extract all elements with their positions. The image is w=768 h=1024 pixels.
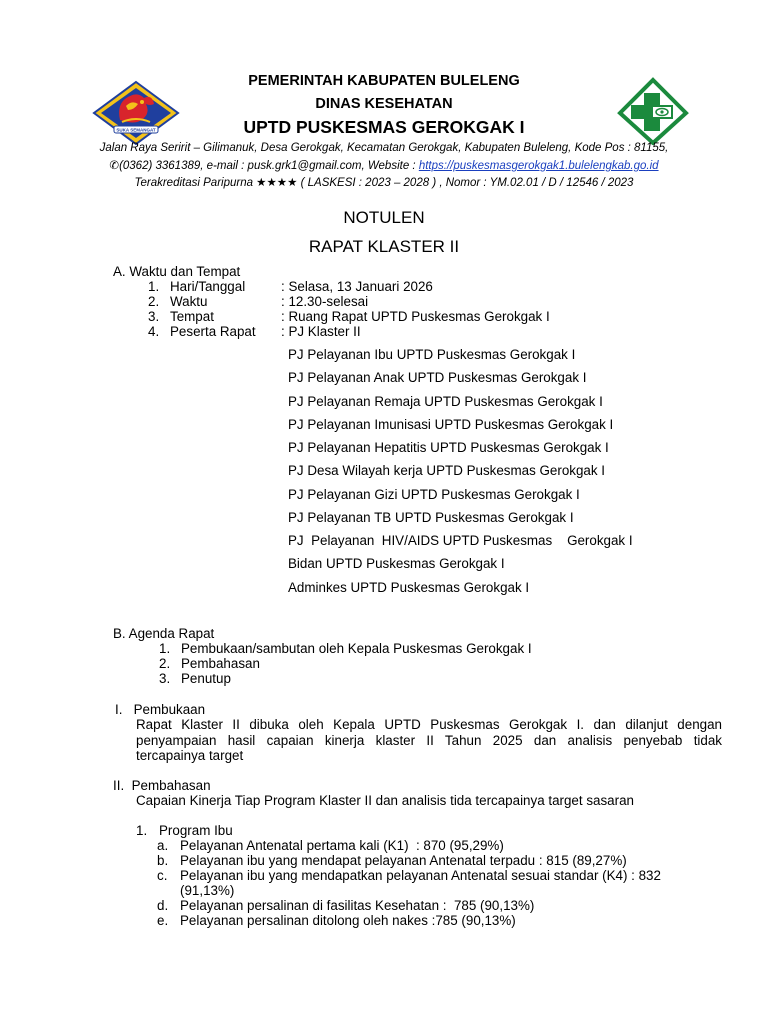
list-item-letter: e. [157,913,169,928]
participant-item: PJ Pelayanan Imunisasi UPTD Puskesmas Gerokgak I [288,417,614,432]
participant-item: PJ Pelayanan Remaja UPTD Puskesmas Gerokgak I [288,394,603,409]
list-item-number: 3. [159,671,171,686]
participant-item: PJ Pelayanan Hepatitis UPTD Puskesmas Gerokgak I [288,440,609,455]
logo-motto: SUKA SEMANGAT [116,127,156,133]
participant-item: PJ Pelayanan HIV/AIDS UPTD Puskesmas Gerokgak I [288,533,633,548]
contact-line [0,158,768,172]
participant-item: PJ Desa Wilayah kerja UPTD Puskesmas Gerokgak I [288,463,606,478]
field-value: : 12.30-selesai [281,294,369,309]
contact-text: (0362) 3361389, e-mail : pusk.grk1@gmail.com, Website : [119,160,419,172]
list-item-letter: b. [157,853,169,868]
section-a-heading: A. Waktu dan Tempat [113,264,241,279]
agenda-item: Pembahasan [181,656,260,671]
phone-icon: ✆ [109,160,120,172]
indicator-item: Pelayanan Antenatal pertama kali (K1) : 870 (95,29%) [180,838,504,853]
field-label: Waktu [170,294,208,309]
section-ii-heading: II. Pembahasan [113,778,211,793]
list-item-letter: d. [157,898,169,913]
list-item-number: 3. [148,309,160,324]
document-title: NOTULEN [343,208,425,227]
paragraph-line: penyampaian hasil capaian kinerja klaster II Tahun 2025 dan analisis penyebab tidak [136,732,722,748]
field-value: : Selasa, 13 Januari 2026 [281,279,433,294]
participant-item: PJ Pelayanan TB UPTD Puskesmas Gerokgak I [288,510,574,525]
list-item-number: 4. [148,324,160,339]
opening-paragraph [136,717,722,764]
section-i-heading: I. Pembukaan [115,702,206,717]
participant-item: Adminkes UPTD Puskesmas Gerokgak I [288,580,530,595]
agenda-item: Pembukaan/sambutan oleh Kepala Puskesmas Gerokgak I [181,641,532,656]
list-item-number: 2. [148,294,160,309]
list-item-number: 1. [159,641,171,656]
paragraph-line: Rapat Klaster II dibuka oleh Kepala UPTD Puskesmas Gerokgak I. dan dilanjut dengan [136,717,722,732]
list-item-letter: c. [157,868,168,883]
indicator-item: Pelayanan ibu yang mendapat pelayanan Antenatal terpadu : 815 (89,27%) [180,853,627,868]
field-label: Hari/Tanggal [170,279,246,294]
department-name: DINAS KESEHATAN [315,96,453,112]
address-line: Jalan Raya Seririt – Gilimanuk, Desa Gerokgak, Kecamatan Gerokgak, Kabupaten Buleleng, Kode Pos : 81155, [99,142,669,154]
indicator-item: Pelayanan persalinan di fasilitas Kesehatan : 785 (90,13%) [180,898,535,913]
participant-item: PJ Pelayanan Ibu UPTD Puskesmas Gerokgak I [288,347,576,362]
institution-name: UPTD PUSKESMAS GEROKGAK I [243,117,525,137]
indicator-item: Pelayanan ibu yang mendapatkan pelayanan Antenatal sesuai standar (K4) : 832 [180,868,661,883]
list-item-number: 1. [148,279,160,294]
field-label: Tempat [170,309,214,324]
list-item-number: 2. [159,656,171,671]
indicator-item: Pelayanan persalinan ditolong oleh nakes :785 (90,13%) [180,913,516,928]
section-ii-intro: Capaian Kinerja Tiap Program Klaster II dan analisis tida tercapainya target sasaran [136,793,634,808]
list-item-letter: a. [157,838,169,853]
field-label: Peserta Rapat [170,324,256,339]
website-link[interactable]: https://puskesmasgerokgak1.bulelengkab.go.id [418,160,659,172]
program-title: Program Ibu [159,823,233,838]
participant-item: PJ Pelayanan Gizi UPTD Puskesmas Gerokgak I [288,487,580,502]
paragraph-line: tercapainya target [136,748,244,763]
indicator-item-continued: (91,13%) [180,883,235,898]
list-item-number: 1. [136,823,148,838]
accreditation-line: Terakreditasi Paripurna ★★★★ ( LASKESI : 2023 – 2028 ) , Nomor : YM.02.01 / D / 12546 / 2023 [134,177,634,189]
agenda-item: Penutup [181,671,231,686]
section-b-heading: B. Agenda Rapat [113,626,215,641]
field-value: : Ruang Rapat UPTD Puskesmas Gerokgak I [281,309,550,324]
document-subtitle: RAPAT KLASTER II [308,237,460,256]
participant-item: PJ Pelayanan Anak UPTD Puskesmas Gerokgak I [288,370,587,385]
participant-item: Bidan UPTD Puskesmas Gerokgak I [288,556,505,571]
field-value: : PJ Klaster II [281,324,361,339]
government-name: PEMERINTAH KABUPATEN BULELENG [248,73,520,89]
